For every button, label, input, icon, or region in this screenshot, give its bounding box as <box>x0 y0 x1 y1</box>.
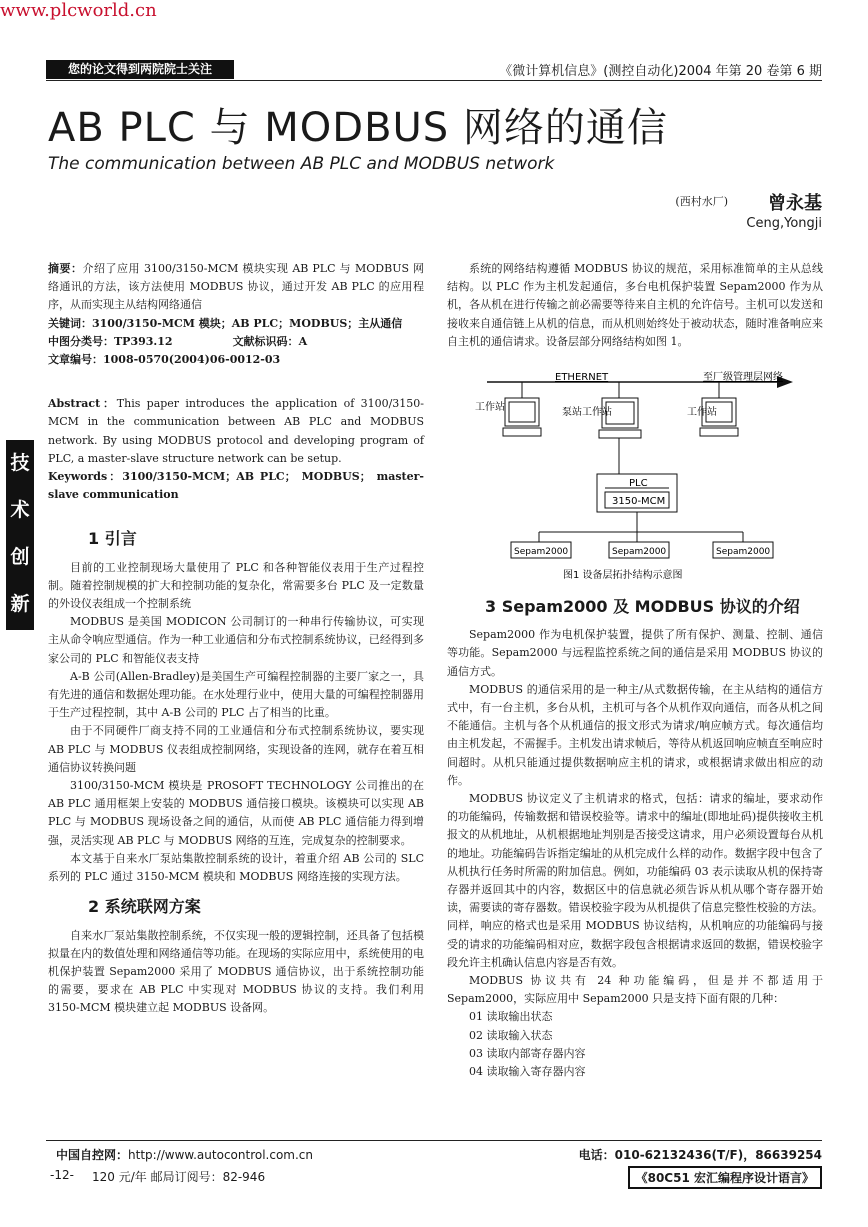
ethernet-label: ETHERNET <box>555 372 609 383</box>
paragraph: 3100/3150-MCM 模块是 PROSOFT TECHNOLOGY 公司推出的在 AB PLC 通用框架上安装的 MODBUS 通信接口模块。该模块可以实现 AB PLC 与 MODBUS 现场设备之间的通信，从而使 AB PLC 通信能力得到增强，灵活实现 AB PLC 与 MODBUS 网络的互连，完成复杂的控制要求。 <box>48 779 424 847</box>
paragraph: MODBUS 协议定义了主机请求的格式，包括：请求的编址，要求动作的功能编码，传输数据和错误校验等。请求中的编址(即地址码)提供接收主机报文的从机地址，从机根据地址判别是否接受这请求，用户必须设置每台从机的地址。功能编码告诉指定编址的从机完成什么样的动作。数据字段中包含了从机执行任务时所需的附加信息。例如，功能编码 03 表示读取从机的保持寄存器并返回其中的内容，数据区中的信息就必须告诉从机从哪个寄存器开始读，需要读的寄存器数。错误校验字段为从机提供了信息完整性校验的方法。同样，响应的格式也是采用 MODBUS 协议结构，从机响应的功能编码与接受的请求的功能编码相对应，数据字段包含根据请求返回的数据，错误校验字段允许主机确认信息内容是否有效。 <box>447 792 823 969</box>
network-topology-figure <box>447 368 823 586</box>
author-name: 曾永基 <box>768 193 822 214</box>
sidebar-char: 创 <box>10 546 30 568</box>
paragraph: 自来水厂泵站集散控制系统，不仅实现一般的逻辑控制，还具备了包括模拟量在内的数值处理和网络通信等功能。在现场的实际应用中，系统使用的电机保护装置 Sepam2000 采用了 MODBUS 通信协议，出于系统控制功能的需要，要求在 AB PLC 中实现对 MODBUS 协议的支持。我们利用 3150-MCM 模块建立起 MODBUS 设备网。 <box>48 928 424 1015</box>
paragraph: 系统的网络结构遵循 MODBUS 协议的规范，采用标准简单的主从总线结构。以 PLC 作为主机发起通信，多台电机保护装置 Sepam2000 作为从机，各从机在进行传输之前必需要等待来自主机的允许信号。主机可以发送和接收来自通信链上从机的信息，而从机则始终处于被动状态，随时准备响应来自主机的通信请求。设备层部分网络结构如图 1。 <box>447 262 823 348</box>
classification: 中图分类号：TP393.12 文献标识码：A <box>48 334 308 348</box>
section-3-title: 3 Sepam2000 及 MODBUS 协议的介绍 <box>485 597 800 616</box>
keywords-en: Keywords：3100/3150-MCM；AB PLC； MODBUS； master-slave communication <box>48 470 424 502</box>
abstract-en: Abstract：This paper introduces the application of 3100/3150-MCM in the communication between AB PLC and MODBUS network. By using MODBUS protocol and developing program of PLC, a master-slave structure network can be setup. <box>48 397 424 465</box>
footer-rule <box>46 1140 822 1141</box>
sepam-label: Sepam2000 <box>514 547 569 557</box>
article-number: 文章编号：1008-0570(2004)06-0012-03 <box>48 353 281 367</box>
workstation-left-icon <box>503 398 541 436</box>
footer-url-link[interactable]: http://www.autocontrol.com.cn <box>128 1148 313 1162</box>
journal-header: 《微计算机信息》(测控自动化)2004 年第 20 卷第 6 期 <box>499 64 822 79</box>
sidebar-char: 新 <box>10 593 30 615</box>
page-number: -12- <box>50 1168 74 1182</box>
sidebar-char: 术 <box>10 499 30 521</box>
keywords-cn: 关键词：3100/3150-MCM 模块；AB PLC；MODBUS；主从通信 <box>48 316 403 330</box>
list-item: 01 读取输出状态 <box>469 1010 553 1024</box>
left-column <box>48 260 424 1018</box>
paper-title-en: The communication between AB PLC and MODBUS network <box>48 154 555 174</box>
workstation-left-label: 工作站 <box>475 402 505 413</box>
footer-website: 中国自控网：http://www.autocontrol.com.cn <box>56 1148 313 1162</box>
abstract-cn: 摘要：介绍了应用 3100/3150-MCM 模块实现 AB PLC 与 MODBUS 网络通讯的方法，该方法使用 MODBUS 协议，通过开发 AB PLC 的应用程序，从而实现主从结构网络通信 <box>48 262 424 312</box>
section-1-title: 1 引言 <box>88 529 137 549</box>
paragraph: 由于不同硬件厂商支持不同的工业通信和分布式控制系统协议，要实现 AB PLC 与 MODBUS 仪表组成控制网络，实现设备的连网，就存在着互相通信协议转换问题 <box>48 724 424 774</box>
sepam-label: Sepam2000 <box>716 547 771 557</box>
subscription-price: 120 元/年 邮局订阅号：82-946 <box>92 1170 266 1184</box>
plc-label: PLC <box>629 478 648 489</box>
figure-caption: 图1 设备层拓扑结构示意图 <box>563 570 683 581</box>
pump-station-icon <box>599 398 641 438</box>
pump-station-label: 泵站工作站 <box>562 407 612 418</box>
header-rule <box>46 80 822 81</box>
plant-network-label: 至厂级管理层网络 <box>703 372 783 383</box>
workstation-right-label: 工作站 <box>687 407 717 418</box>
tagline-banner: 您的论文得到两院院士关注 <box>46 60 234 79</box>
mcm-label: 3150-MCM <box>612 496 666 507</box>
section-2-title: 2 系统联网方案 <box>88 897 201 917</box>
sepam-label: Sepam2000 <box>612 547 667 557</box>
footer-phone: 电话：010-62132436(T/F)，86639254 <box>578 1148 822 1162</box>
paragraph: 本文基于自来水厂泵站集散控制系统的设计，着重介绍 AB 公司的 SLC 系列的 PLC 通过 3150-MCM 模块和 MODBUS 网络连接的实现方法。 <box>48 851 424 884</box>
right-column-bottom <box>447 598 823 1081</box>
sidebar-char: 技 <box>10 452 30 474</box>
site-url[interactable]: www.plcworld.cn <box>0 0 157 21</box>
affiliation: (西村水厂) <box>675 195 728 208</box>
paragraph: MODBUS 是美国 MODICON 公司制订的一种串行传输协议，可实现主从命令响应型通信。作为一种工业通信和分布式控制系统协议，已经得到多家公司的 PLC 和智能仪表支持 <box>48 615 424 665</box>
paragraph: MODBUS 的通信采用的是一种主/从式数据传输，在主从结构的通信方式中，有一台主机，多台从机，主机可与各个从机作双向通信，而各从机之间不能通信。主机与各个从机通信的报文形式为请求/响应帧方式。每次通信均由主机发起，不需握手。主机发出请求帧后，等待从机返回响应帧直至响应时间超时。从机只能通过提供数据响应主机的请求，或根据请求做出相应的动作。 <box>447 682 823 787</box>
list-item: 04 读取输入寄存器内容 <box>469 1065 586 1079</box>
book-title-box: 《80C51 宏汇编程序设计语言》 <box>628 1166 822 1189</box>
sidebar-label <box>6 440 34 630</box>
paragraph: A-B 公司(Allen-Bradley)是美国生产可编程控制器的主要厂家之一，具有先进的通信和数据处理功能。在水处理行业中，使用大量的可编程控制器用于生产过程控制，其中 A-B 公司的 PLC 占了相当的比重。 <box>48 669 424 720</box>
list-item: 02 读取输入状态 <box>469 1028 553 1042</box>
list-item: 03 读取内部寄存器内容 <box>469 1046 586 1060</box>
paragraph: 目前的工业控制现场大量使用了 PLC 和各种智能仪表用于生产过程控制。随着控制规模的扩大和控制功能的复杂化，常需要多台 PLC 及一定数量的外设仪表组成一个控制系统 <box>48 560 424 611</box>
paragraph: Sepam2000 作为电机保护装置，提供了所有保护、测量、控制、通信等功能。Sepam2000 与远程监控系统之间的通信是采用 MODBUS 协议的通信方式。 <box>447 628 823 678</box>
author-name-en: Ceng,Yongji <box>746 216 822 231</box>
right-column-top <box>447 260 823 351</box>
paper-title: AB PLC 与 MODBUS 网络的通信 <box>48 105 668 151</box>
paragraph: MODBUS 协议共有 24 种功能编码，但是并不都适用于 Sepam2000，实际应用中 Sepam2000 只是支持下面有限的几种： <box>447 974 823 1006</box>
